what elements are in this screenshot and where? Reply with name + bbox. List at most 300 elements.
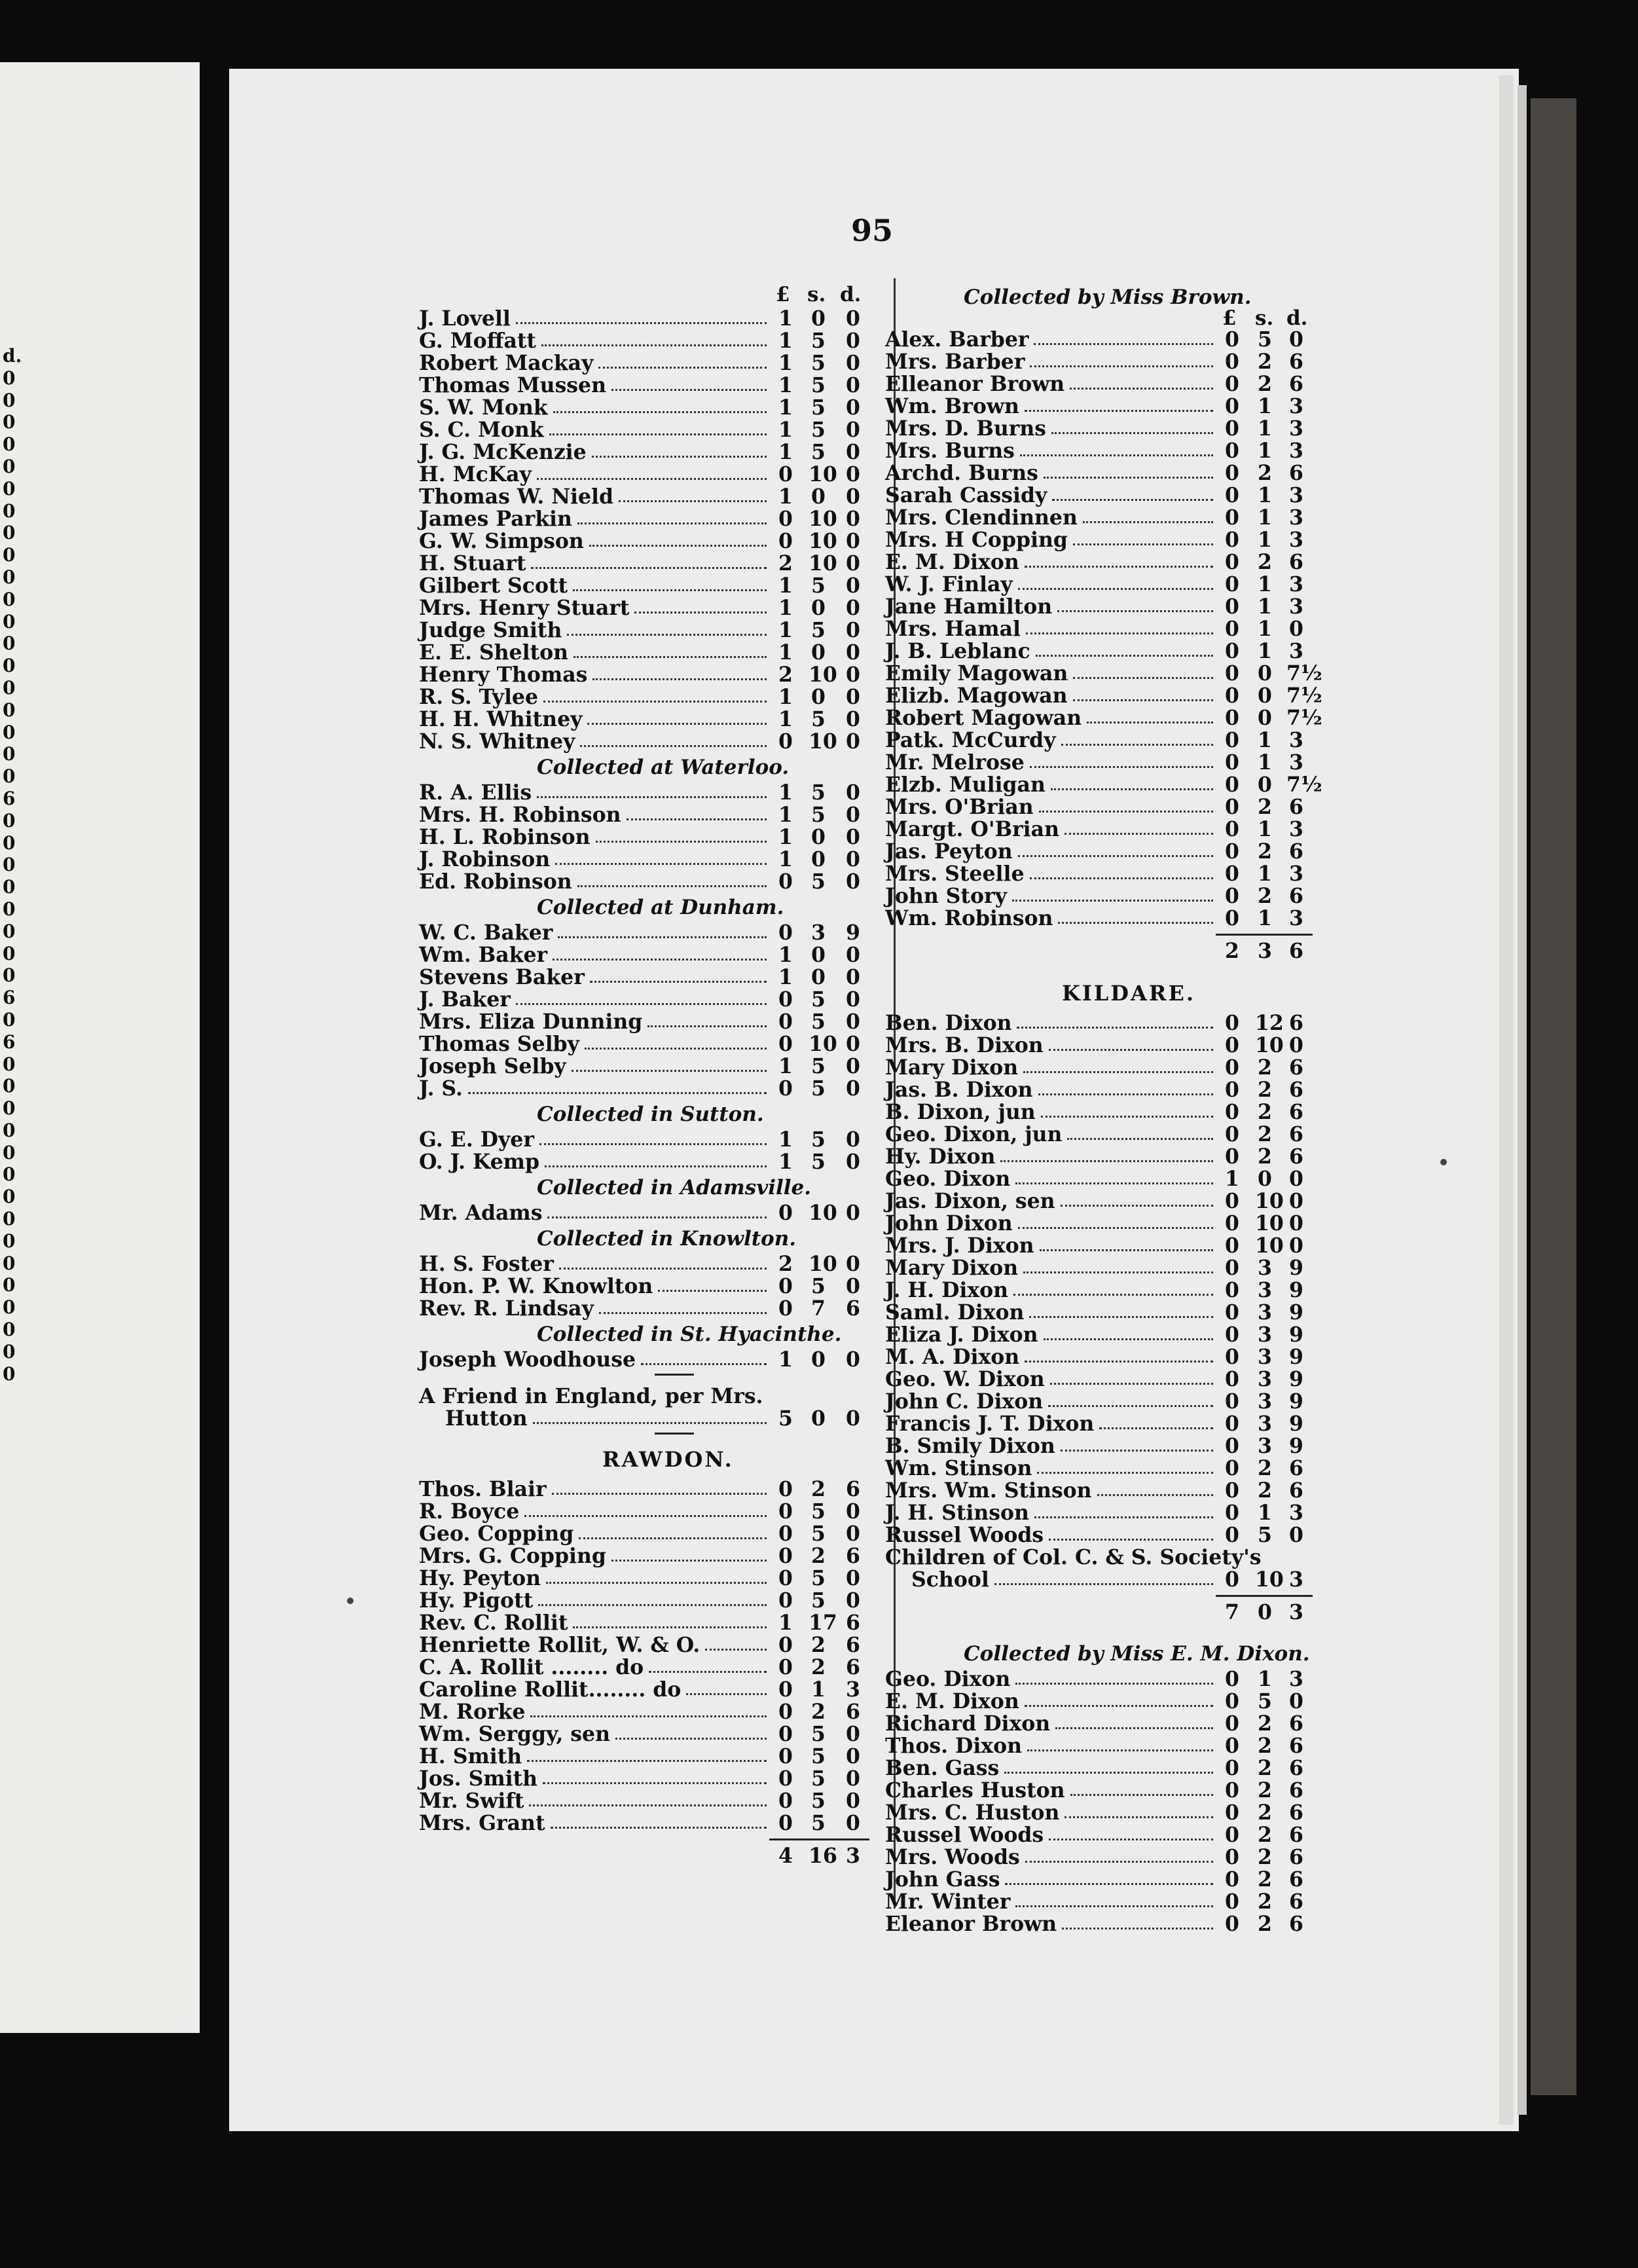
leader-dots (611, 1545, 767, 1562)
leader-dots (1017, 1012, 1213, 1029)
shillings-amount: 0 (1258, 773, 1272, 797)
leader-dots (1073, 663, 1213, 679)
pence-amount: 3 (1289, 416, 1303, 441)
shillings-amount: 5 (811, 373, 826, 397)
pence-amount: 6 (1289, 795, 1303, 819)
leader-dots (1070, 373, 1213, 390)
paper-speck (1440, 1159, 1447, 1165)
subscription-entry (885, 818, 1343, 841)
shillings-amount: 5 (811, 1010, 826, 1034)
pence-amount: 0 (846, 1252, 860, 1276)
subscription-entry (885, 1869, 1343, 1891)
subscriber-name: Ben. Gass (885, 1756, 1000, 1780)
subscription-entry (885, 1079, 1343, 1101)
subscription-entry (885, 485, 1343, 507)
subscription-entry (419, 486, 884, 508)
leader-dots (1025, 1691, 1213, 1707)
collection-header: Collected in Sutton. (537, 1103, 764, 1126)
pounds-amount: 1 (778, 373, 793, 397)
pence-amount: 0 (846, 395, 860, 420)
leader-dots (543, 1768, 767, 1784)
pounds-amount: 0 (1225, 817, 1239, 841)
pounds-amount: 1 (778, 707, 793, 731)
pence-amount: 9 (1289, 1300, 1303, 1325)
leader-dots (1070, 1780, 1213, 1796)
subscription-entry (419, 553, 884, 575)
pence-amount: 0 (846, 1499, 860, 1524)
subscriber-name: E. M. Dixon (885, 550, 1019, 574)
shillings-amount: 2 (811, 1655, 826, 1679)
pence-amount: 3 (1289, 594, 1303, 619)
subscriber-name: J. Robinson (419, 847, 551, 871)
pounds-amount: 0 (1225, 1434, 1239, 1458)
leader-dots (1025, 551, 1213, 568)
shillings-amount: 10 (809, 729, 837, 754)
subscription-entry (419, 944, 884, 966)
subscriber-name: B. Smily Dixon (885, 1434, 1055, 1458)
pounds-amount: 0 (1225, 1689, 1239, 1713)
pounds-amount: 0 (1225, 773, 1239, 797)
previous-page-pence-column (3, 345, 21, 1385)
pounds-amount: 0 (778, 1722, 793, 1746)
leader-dots (1015, 1668, 1213, 1685)
subscriber-name: H. Smith (419, 1744, 522, 1768)
leader-dots (705, 1634, 767, 1651)
subscription-entry (419, 1011, 884, 1033)
subscriber-name: J. Baker (419, 987, 511, 1012)
subscriber-name: R. A. Ellis (419, 780, 532, 805)
pence-amount: 3 (1289, 572, 1303, 596)
pounds-amount: 1 (778, 640, 793, 665)
shilling-heading: s. (1255, 306, 1274, 330)
leader-dots (1030, 752, 1213, 768)
shillings-amount: 2 (1258, 795, 1272, 819)
shillings-amount: 2 (811, 1544, 826, 1568)
pounds-amount: 0 (1225, 706, 1239, 730)
shillings-amount: 0 (811, 1406, 826, 1431)
shillings-amount: 2 (1258, 372, 1272, 396)
pounds-amount: 0 (778, 1566, 793, 1590)
pounds-amount: 0 (1225, 906, 1239, 930)
total-rule (1216, 934, 1313, 936)
subscriber-name: Alex. Barber (885, 327, 1029, 352)
prev-page-digit: 0 (3, 1119, 16, 1141)
section-heading: KILDARE. (1062, 981, 1195, 1006)
prev-page-digit: 0 (3, 522, 16, 544)
subscriber-name: H. H. Whitney (419, 707, 583, 731)
pounds-amount: 0 (1225, 1234, 1239, 1258)
subscriber-name: E. M. Dixon (885, 1689, 1019, 1713)
leader-dots (567, 619, 767, 636)
leader-dots (537, 782, 767, 798)
leader-dots (1025, 1846, 1213, 1863)
subscription-entry (419, 826, 884, 849)
pence-amount: 0 (846, 847, 860, 871)
leader-dots (558, 922, 767, 938)
pence-amount: 0 (846, 1076, 860, 1101)
pounds-amount: 0 (1225, 1478, 1239, 1503)
subscriber-name: Geo. Copping (419, 1522, 574, 1546)
shillings-amount: 3 (1258, 1345, 1272, 1369)
pence-amount: 3 (1289, 906, 1303, 930)
subscription-entry (419, 352, 884, 375)
subscriber-name: Eleanor Brown (885, 1912, 1057, 1936)
pence-amount: 0 (846, 618, 860, 642)
subscriber-name: Mrs. Wm. Stinson (885, 1478, 1092, 1503)
pounds-amount: 0 (1225, 1389, 1239, 1414)
subscription-entry (419, 708, 884, 731)
pence-amount: 7½ (1286, 661, 1322, 686)
leader-dots (527, 1746, 767, 1762)
subscriber-name: W. J. Finlay (885, 572, 1013, 596)
pence-amount: 0 (1289, 1189, 1303, 1213)
pounds-amount: 0 (1225, 572, 1239, 596)
pence-amount: 0 (1289, 1234, 1303, 1258)
shillings-amount: 5 (811, 1150, 826, 1174)
subscriber-name: J. Lovell (419, 306, 511, 331)
subscription-entry (885, 373, 1343, 395)
pounds-amount: 0 (1225, 1367, 1239, 1391)
pence-amount: 9 (1289, 1367, 1303, 1391)
pence-amount: 7½ (1286, 706, 1322, 730)
leader-dots (1015, 1168, 1213, 1184)
leader-dots (1061, 1190, 1213, 1207)
shillings-amount: 1 (1258, 817, 1272, 841)
book-spine (1531, 98, 1576, 2095)
subscriber-name: J. H. Dixon (885, 1278, 1009, 1302)
leader-dots (468, 1078, 767, 1094)
pence-amount: 6 (846, 1700, 860, 1724)
subscription-entry (419, 804, 884, 826)
total-pence: 3 (1289, 1600, 1303, 1624)
leader-dots (577, 871, 767, 887)
leader-dots (585, 1033, 767, 1050)
subscriber-name: Mr. Winter (885, 1890, 1011, 1914)
leader-dots (1049, 1524, 1213, 1541)
shillings-amount: 1 (1258, 750, 1272, 775)
pence-amount: 0 (846, 1032, 860, 1056)
pounds-amount: 0 (1225, 1122, 1239, 1146)
pounds-amount: 0 (1225, 1412, 1239, 1436)
shillings-amount: 2 (1258, 1845, 1272, 1869)
shillings-amount: 2 (1258, 1890, 1272, 1914)
subscriber-name: Sarah Cassidy (885, 483, 1047, 507)
prev-page-digit: 0 (3, 1075, 16, 1097)
leader-dots (647, 1011, 767, 1027)
pence-amount: 7½ (1286, 773, 1322, 797)
subscriber-name: Judge Smith (419, 618, 562, 642)
subscriber-name: Ed. Robinson (419, 869, 572, 894)
subscriber-name: M. A. Dixon (885, 1345, 1020, 1369)
pounds-amount: 0 (1225, 795, 1239, 819)
subscription-entry (419, 731, 884, 753)
pounds-amount: 0 (1225, 1278, 1239, 1302)
leader-dots (1018, 841, 1213, 857)
shillings-amount: 5 (811, 1499, 826, 1524)
leader-dots (549, 419, 767, 435)
leader-dots (1099, 1413, 1213, 1429)
pence-amount: 6 (1289, 1711, 1303, 1736)
pence-amount: 0 (1289, 1211, 1303, 1235)
pounds-amount: 0 (778, 1766, 793, 1791)
leader-dots (1049, 1034, 1213, 1051)
pence-amount: 0 (846, 596, 860, 620)
subscriber-name: H. McKay (419, 462, 532, 486)
leader-dots (1000, 1146, 1213, 1162)
subscription-entry (885, 1279, 1343, 1302)
pounds-amount: 0 (1225, 1189, 1239, 1213)
prev-page-digit: 6 (3, 1031, 16, 1053)
pounds-amount: 0 (1225, 327, 1239, 352)
pounds-amount: 0 (1225, 1078, 1239, 1102)
prev-page-digit: 0 (3, 367, 16, 389)
shillings-amount: 1 (1258, 594, 1272, 619)
subscription-entry (885, 1524, 1343, 1546)
subscription-entry (419, 1612, 884, 1634)
pence-amount: 6 (1289, 1756, 1303, 1780)
leader-dots (1057, 596, 1213, 612)
total-row (885, 1601, 1343, 1624)
subscription-entry (885, 1168, 1343, 1190)
subscription-entry (419, 989, 884, 1011)
shillings-amount: 10 (809, 551, 837, 576)
subscriber-name: H. S. Foster (419, 1252, 554, 1276)
subscription-entry (885, 1780, 1343, 1802)
leader-dots (1029, 1302, 1213, 1318)
shillings-amount: 2 (1258, 1778, 1272, 1802)
subscription-entry (885, 1824, 1343, 1846)
prev-page-digit: 0 (3, 1141, 16, 1163)
pounds-amount: 1 (778, 685, 793, 709)
prev-page-digit: 6 (3, 987, 16, 1009)
subscription-entry (419, 597, 884, 619)
pounds-amount: 0 (1225, 728, 1239, 752)
shillings-amount: 10 (809, 529, 837, 553)
leader-dots (611, 375, 767, 391)
pounds-amount: 0 (1225, 862, 1239, 886)
shillings-amount: 3 (1258, 1278, 1272, 1302)
pounds-amount: 0 (778, 1201, 793, 1225)
leader-dots (1073, 529, 1213, 545)
subscriber-name: Saml. Dixon (885, 1300, 1025, 1325)
leader-dots (1073, 685, 1213, 701)
pence-amount: 0 (846, 1722, 860, 1746)
shillings-amount: 5 (811, 1789, 826, 1813)
leader-dots (1013, 1279, 1213, 1296)
pence-amount: 6 (846, 1633, 860, 1657)
leader-dots (1067, 1124, 1213, 1140)
paper-speck (347, 1598, 354, 1604)
total-shillings: 16 (809, 1844, 837, 1868)
pounds-amount: 0 (1225, 1055, 1239, 1080)
leader-dots (541, 330, 767, 346)
shillings-amount: 5 (811, 869, 826, 894)
shillings-amount: 2 (1258, 1711, 1272, 1736)
subscription-entry (419, 642, 884, 664)
subscription-entry (419, 1812, 884, 1835)
subscription-entry (885, 1413, 1343, 1435)
pounds-amount: 0 (1225, 1867, 1239, 1892)
page-edge (1499, 75, 1514, 2125)
pounds-amount: 0 (1225, 1667, 1239, 1691)
pounds-amount: 0 (778, 1655, 793, 1679)
prev-page-digit: 0 (3, 433, 16, 456)
pence-amount: 0 (846, 306, 860, 331)
pounds-amount: 0 (1225, 1890, 1239, 1914)
pence-amount: 6 (1289, 1734, 1303, 1758)
subscription-entry (419, 308, 884, 330)
subscriber-name: Henry Thomas (419, 663, 588, 687)
subscriber-name: N. S. Whitney (419, 729, 575, 754)
pence-amount: 6 (1289, 839, 1303, 864)
pounds-amount: 0 (1225, 1778, 1239, 1802)
subscription-entry (885, 1757, 1343, 1780)
subscription-entry (419, 1078, 884, 1100)
subscriber-name: H. L. Robinson (419, 825, 591, 849)
subscription-entry (885, 774, 1343, 796)
subscription-entry (419, 1679, 884, 1701)
pence-amount: 6 (846, 1544, 860, 1568)
pounds-amount: 0 (1225, 1456, 1239, 1480)
subscription-entry (885, 1802, 1343, 1824)
subscriber-name: Mrs. Henry Stuart (419, 596, 630, 620)
subscriber-name: John Story (885, 884, 1007, 908)
leader-dots (1034, 329, 1213, 345)
prev-page-digit: 0 (3, 632, 16, 655)
leader-dots (1020, 440, 1213, 456)
pounds-amount: 0 (1225, 1823, 1239, 1847)
pence-amount: 9 (1289, 1278, 1303, 1302)
subscriber-name: Hy. Peyton (419, 1566, 541, 1590)
pounds-amount: 0 (778, 1010, 793, 1034)
shillings-amount: 5 (811, 1054, 826, 1078)
leader-dots (615, 1723, 767, 1740)
leader-dots (1015, 1891, 1213, 1907)
shillings-amount: 5 (811, 395, 826, 420)
shillings-amount: 5 (811, 1744, 826, 1768)
subscriber-name: John Dixon (885, 1211, 1013, 1235)
subscriber-name: S. C. Monk (419, 418, 544, 442)
pence-amount: 0 (846, 640, 860, 665)
pounds-amount: 1 (778, 574, 793, 598)
leader-dots (537, 464, 767, 480)
subscriber-name: Wm. Baker (419, 943, 548, 967)
pence-amount: 0 (846, 351, 860, 375)
subscription-entry (419, 619, 884, 642)
subscriber-name: Richard Dixon (885, 1711, 1051, 1736)
leader-dots (559, 1253, 767, 1270)
prev-page-digit: 0 (3, 500, 16, 522)
leader-dots (1026, 618, 1213, 634)
shillings-amount: 2 (1258, 1912, 1272, 1936)
subscriber-name: Henriette Rollit, W. & O. (419, 1633, 701, 1657)
pounds-amount: 0 (1225, 1711, 1239, 1736)
leader-dots (555, 849, 767, 865)
subscription-entry (419, 1656, 884, 1679)
pounds-amount: 2 (778, 663, 793, 687)
shillings-amount: 10 (809, 1201, 837, 1225)
pounds-amount: 0 (778, 1544, 793, 1568)
subscriber-name: G. W. Simpson (419, 529, 584, 553)
shillings-amount: 2 (1258, 1756, 1272, 1780)
shillings-amount: 5 (811, 780, 826, 805)
shillings-amount: 10 (1255, 1211, 1284, 1235)
subscription-entry (885, 1235, 1343, 1257)
subscriber-name: Stevens Baker (419, 965, 585, 989)
subscription-entry (885, 395, 1343, 418)
pounds-amount: 1 (778, 306, 793, 331)
pence-amount: 0 (846, 440, 860, 464)
subscriber-name: Mr. Swift (419, 1789, 524, 1813)
subscription-entry (885, 1213, 1343, 1235)
prev-page-digit: 0 (3, 920, 16, 942)
subscription-entry (885, 1124, 1343, 1146)
pounds-amount: 1 (778, 1347, 793, 1372)
pence-amount: 3 (1289, 1501, 1303, 1525)
pounds-amount: 0 (1225, 1734, 1239, 1758)
shillings-amount: 3 (1258, 1367, 1272, 1391)
subscription-entry (885, 907, 1343, 930)
leader-dots (1018, 574, 1213, 590)
leader-dots (533, 1408, 767, 1424)
subscription-entry (885, 685, 1343, 707)
total-pounds: 7 (1225, 1600, 1239, 1624)
subscription-entry (419, 1298, 884, 1320)
pence-amount: 0 (846, 485, 860, 509)
subscriber-name: Ben. Dixon (885, 1011, 1012, 1035)
subscription-entry (885, 507, 1343, 529)
leader-dots (573, 642, 767, 658)
subscriber-name: J. B. Leblanc (885, 639, 1030, 663)
shillings-amount: 2 (1258, 839, 1272, 864)
pence-amount: 6 (846, 1296, 860, 1321)
shillings-amount: 0 (811, 1347, 826, 1372)
shillings-amount: 1 (1258, 862, 1272, 886)
pounds-amount: 0 (778, 1633, 793, 1657)
pence-amount: 0 (846, 707, 860, 731)
subscriber-name: Francis J. T. Dixon (885, 1412, 1095, 1436)
pounds-amount: 0 (778, 921, 793, 945)
pence-amount: 6 (1289, 1011, 1303, 1035)
subscription-entry (885, 1368, 1343, 1391)
subscription-entry (419, 922, 884, 944)
pence-amount: 0 (846, 1054, 860, 1078)
subscriber-name: Wm. Stinson (885, 1456, 1032, 1480)
leader-dots (592, 664, 767, 680)
pounds-amount: 0 (778, 1588, 793, 1613)
subscriber-name: Hutton (445, 1406, 528, 1431)
leader-dots (1058, 907, 1213, 924)
pence-amount: 6 (1289, 1100, 1303, 1124)
leader-dots (1051, 774, 1213, 790)
leader-dots (1025, 1346, 1213, 1363)
leader-dots (590, 966, 767, 983)
shillings-amount: 2 (1258, 1456, 1272, 1480)
subscriber-name: Mary Dixon (885, 1055, 1019, 1080)
pence-amount: 3 (1289, 439, 1303, 463)
subscriber-name: Elleanor Brown (885, 372, 1065, 396)
shillings-amount: 5 (811, 1127, 826, 1152)
leader-dots (1027, 1735, 1213, 1751)
leader-dots (627, 804, 767, 820)
shillings-amount: 1 (1258, 572, 1272, 596)
leader-dots (1012, 885, 1213, 902)
prev-page-digit: 0 (3, 854, 16, 876)
subscription-entry (885, 574, 1343, 596)
shillings-amount: 5 (811, 1766, 826, 1791)
pence-amount: 3 (1289, 1567, 1303, 1592)
leader-dots (553, 944, 767, 960)
